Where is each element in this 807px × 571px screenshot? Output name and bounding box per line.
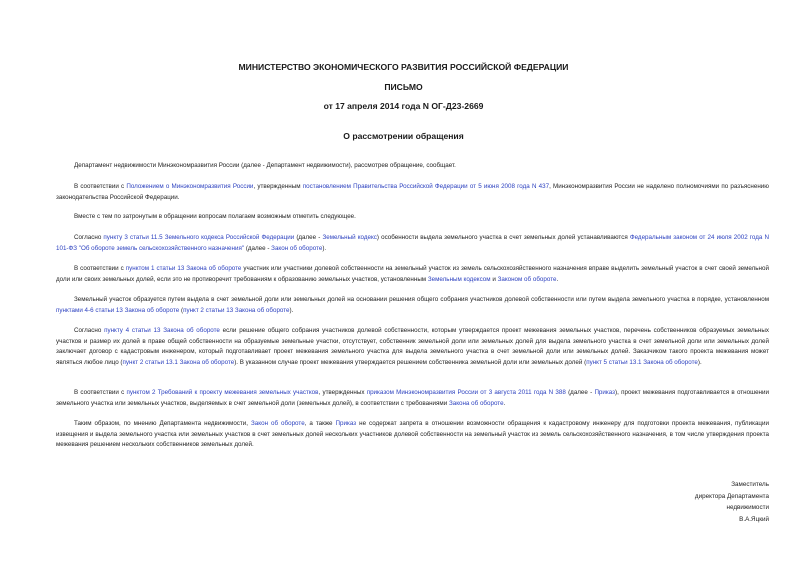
paragraph-text: (далее - (565, 389, 595, 396)
paragraph-text: Согласно (74, 327, 105, 334)
paragraph-survey-project (56, 326, 769, 368)
paragraph-text: не содержат запрета в отношении возможности обращения к кадастровому инженеру для подготовки проекта межевания, публикации извещения и выдела земельного участка или земельных участков в счет земельных долей нескольких участников долевой собственности на земельный участок из земель сельскохозяйственного назначения, в том числе утверждения проекта межевания решением нескольких собственников земельных долей. (56, 420, 769, 448)
paragraph-text: Департамент недвижимости Минэкономразвития России (далее - Департамент недвижимости), рассмотрев обращение, сообщает. (74, 162, 456, 169)
link-article-13-1-p2[interactable]: пункт 2 статьи 13.1 Закона об обороте (122, 358, 235, 366)
paragraph-text: Согласно (74, 234, 104, 241)
signature-position-department: директора Департамента (694, 492, 769, 500)
paragraph-text: (далее - (244, 244, 272, 252)
link-requirements-p2[interactable]: пунктом 2 Требований к проекту межевания земельных участков (126, 389, 319, 396)
link-article-13-p1[interactable]: пунктом 1 статьи 13 Закона об обороте (125, 265, 242, 272)
paragraph-text: . (503, 399, 506, 407)
link-government-decree[interactable]: постановлением Правительства Российской Федерации от 5 июня 2008 года N 437 (302, 183, 550, 190)
paragraph-text: ) особенности выдела земельного участка в счет земельных долей устанавливаются (376, 234, 630, 241)
document-date-number: от 17 апреля 2014 года N ОГ-Д23-2669 (323, 101, 484, 111)
paragraph-note (56, 212, 769, 223)
paragraph-text: В соответствии с (74, 389, 127, 396)
paragraph-text: Вместе с тем по затронутым в обращении вопросам полагаем возможным отметить следующее. (74, 213, 356, 220)
paragraph-text: . (556, 275, 559, 283)
link-regulation-ministry[interactable]: Положением о Минэкономразвития России (126, 183, 254, 190)
link-turnover-law[interactable]: Закон об обороте (251, 420, 305, 427)
paragraph-text: В соответствии с (74, 265, 126, 272)
paragraph-text: , а также (304, 420, 336, 427)
paragraph-requirements (56, 388, 769, 409)
link-land-code[interactable]: Земельный кодекс (322, 234, 377, 241)
ministry-title: МИНИСТЕРСТВО ЭКОНОМИЧЕСКОГО РАЗВИТИЯ РОССИЙСКОЙ ФЕДЕРАЦИИ (238, 62, 569, 72)
link-land-code-article[interactable]: пункту 3 статьи 11.5 Земельного кодекса Российской Федерации (103, 234, 295, 241)
paragraph-text: , утвержденных (318, 389, 367, 396)
paragraph-text: (далее - (294, 234, 323, 241)
paragraph-authority (56, 182, 769, 203)
paragraph-conclusion (56, 419, 769, 451)
signature-position-unit: недвижимости (726, 504, 769, 512)
paragraph-plot-formation (56, 295, 769, 316)
signature-block (695, 479, 769, 525)
link-article-13-1-p5[interactable]: пункт 5 статьи 13.1 Закона об обороте (586, 358, 698, 366)
link-federal-law[interactable]: Федеральным законом от 24 июля 2002 года N 101-ФЗ "Об обороте земель сельскохозяйственного назначения" (56, 234, 770, 252)
paragraph-text: ). (697, 358, 702, 366)
link-order[interactable]: Приказ (335, 420, 357, 427)
link-order[interactable]: Приказ (594, 389, 616, 396)
document-subject: О рассмотрении обращения (343, 131, 464, 141)
link-article-13-p2[interactable]: пункт 2 статьи 13 Закона об обороте (183, 306, 290, 314)
document-type: ПИСЬМО (384, 82, 423, 92)
paragraph-text: и (490, 275, 498, 283)
paragraph-text: ). (289, 306, 294, 314)
paragraph-text: , утвержденным (253, 183, 303, 190)
link-ministry-order[interactable]: приказом Минэкономразвития России от 3 августа 2011 года N 388 (366, 389, 566, 396)
paragraph-intro (56, 161, 769, 172)
link-article-13-p4-6[interactable]: пунктами 4-6 статьи 13 Закона об обороте (56, 306, 180, 314)
paragraph-text: участник или участники долевой собственности на земельный участок из земель сельскохозяйственного назначения вправе выделить земельный участок в счет своей земельной доли или своих земельных долей, если это не противоречит требованиям к образованию земельных участков, установленным (56, 265, 769, 283)
paragraph-text: ). (322, 244, 327, 252)
signature-position: Заместитель (731, 481, 769, 488)
paragraph-text: ( (179, 306, 184, 314)
paragraph-text: В соответствии с (74, 183, 127, 190)
link-turnover-law[interactable]: Законом об обороте (497, 275, 557, 283)
paragraph-text: , Минэкономразвития России не наделено полномочиями по разъяснению законодательства Российской Федерации. (56, 183, 769, 201)
link-article-13-p4[interactable]: пункту 4 статьи 13 Закона об обороте (104, 327, 220, 334)
signature-name: В.А.Яцкий (739, 515, 769, 523)
paragraph-text: ). В указанном случае проект межевания утверждается решением собственника земельной доли или земельных долей ( (234, 358, 587, 366)
paragraph-land-code (56, 233, 769, 254)
paragraph-text: если решение общего собрания участников долевой собственности, которым утверждается проект межевания земельных участков, перечень собственников образуемых земельных участков и размер их долей в праве общей собственности на образуемые земельные участки, отсутствует, собственник земельной доли или земельных долей для выдела земельного участка в счет земельной доли или земельных долей заключает договор с кадастровым инженером, который подготавливает проект межевания земельного участка для выдела земельного участка в счет земельной доли или земельных долей. Заказчиком такого проекта межевания может являться любое лицо ( (56, 327, 770, 366)
paragraph-text: Земельный участок образуется путем выдела в счет земельной доли или земельных долей на основании решения общего собрания участников долевой собственности или путем выдела земельного участка в порядке, установленном (74, 296, 769, 303)
link-land-code[interactable]: Земельным кодексом (427, 275, 491, 283)
link-turnover-law[interactable]: Закона об обороте (448, 399, 504, 407)
paragraph-allocation-right (56, 264, 769, 285)
link-turnover-law[interactable]: Закон об обороте (271, 244, 323, 252)
paragraph-text: Таким образом, по мнению Департамента недвижимости, (74, 420, 252, 427)
paragraph-text: ), проект межевания подготавливается в отношении земельного участка или земельных участков, выделяемых в счет земельной доли (земельных долей), в соответствии с требованиями (56, 389, 769, 407)
